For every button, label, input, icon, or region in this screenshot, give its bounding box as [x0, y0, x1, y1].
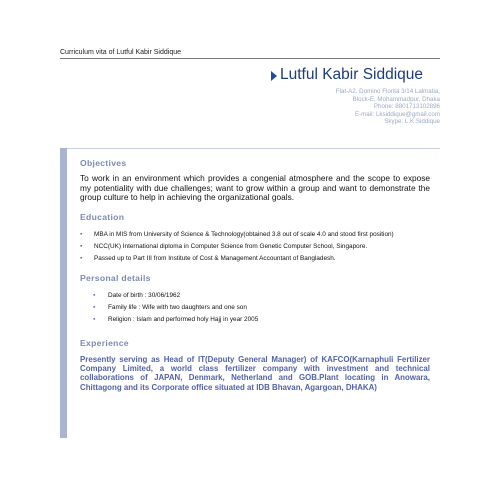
- education-item-text: MBA in MIS from University of Science & Technology(obtained 3.8 out of scale 4.0 and stood first position): [94, 230, 394, 238]
- left-accent-bar: [60, 148, 67, 438]
- list-item: [80, 229, 430, 241]
- bullet-icon: ▪: [93, 303, 96, 311]
- contact-address-line-2: Block-E, Mohammadpur, Dhaka: [352, 95, 440, 103]
- personal-item-text: Religion : Islam and performed holy Hajj in year 2005: [108, 315, 259, 323]
- objectives-heading: Objectives: [80, 158, 127, 168]
- personal-item-text: Date of birth : 30/06/1962: [108, 291, 181, 299]
- education-item-text: Passed up to Part III from Institute of Cost & Management Accountant of Bangladesh.: [94, 254, 336, 262]
- experience-heading: Experience: [80, 337, 129, 348]
- top-left-panel: [60, 59, 267, 137]
- bullet-icon: ▪: [80, 254, 83, 262]
- header-caption: Curriculum vita of Lutful Kabir Siddique: [60, 49, 182, 56]
- list-item: [80, 253, 430, 265]
- list-item: [80, 314, 430, 326]
- contact-skype: Skype: L.K.Siddique: [384, 118, 440, 126]
- content-top-rule: [67, 148, 440, 149]
- education-item-text: NCC(UK) International diploma in Computer Science from Genetic Computer School, Singapore.: [94, 242, 368, 250]
- list-item: [80, 290, 430, 302]
- bullet-icon: ▪: [93, 291, 96, 299]
- personal-details-heading: Personal details: [80, 272, 151, 283]
- contact-address-line-1: Flat-A2, Domino Florita 3/14 Lalmatia,: [335, 88, 440, 95]
- resume-content: [80, 158, 430, 392]
- triangle-marker-icon: [271, 71, 277, 81]
- person-name: Lutful Kabir Siddique: [280, 66, 424, 83]
- contact-details: [336, 88, 440, 126]
- education-list: [80, 229, 430, 265]
- contact-phone: Phone: 8801713102896: [373, 103, 440, 111]
- objectives-text: To work in an environment which provides a congenial atmosphere and the scope to expose my potentiality with due challenges; want to grow within a group and want to demonstrate the group culture to help in achieving the organizational goals.: [80, 173, 430, 202]
- list-item: [80, 241, 430, 253]
- experience-text: Presently serving as Head of IT(Deputy General Manager) of KAFCO(Karnaphuli Fertilizer Company Limited, a world class fertilizer company with investment and technical collaborations of JAPAN, Denmark, Netherland and GOB.Plant locating in Anowara, Chittagong and its Corporate office situated at IDB Bhavan, Agargoan, DHAKA): [80, 354, 430, 392]
- contact-email[interactable]: E-mail: Lksiddique@gmail.com: [354, 110, 440, 118]
- personal-details-list: [80, 290, 430, 326]
- education-heading: Education: [80, 211, 125, 222]
- bullet-icon: ▪: [93, 315, 96, 323]
- bullet-icon: ▪: [80, 230, 83, 238]
- personal-item-text: Family life : Wife with two daughters and one son: [108, 303, 247, 311]
- list-item: [80, 302, 430, 314]
- bullet-icon: ▪: [80, 242, 83, 250]
